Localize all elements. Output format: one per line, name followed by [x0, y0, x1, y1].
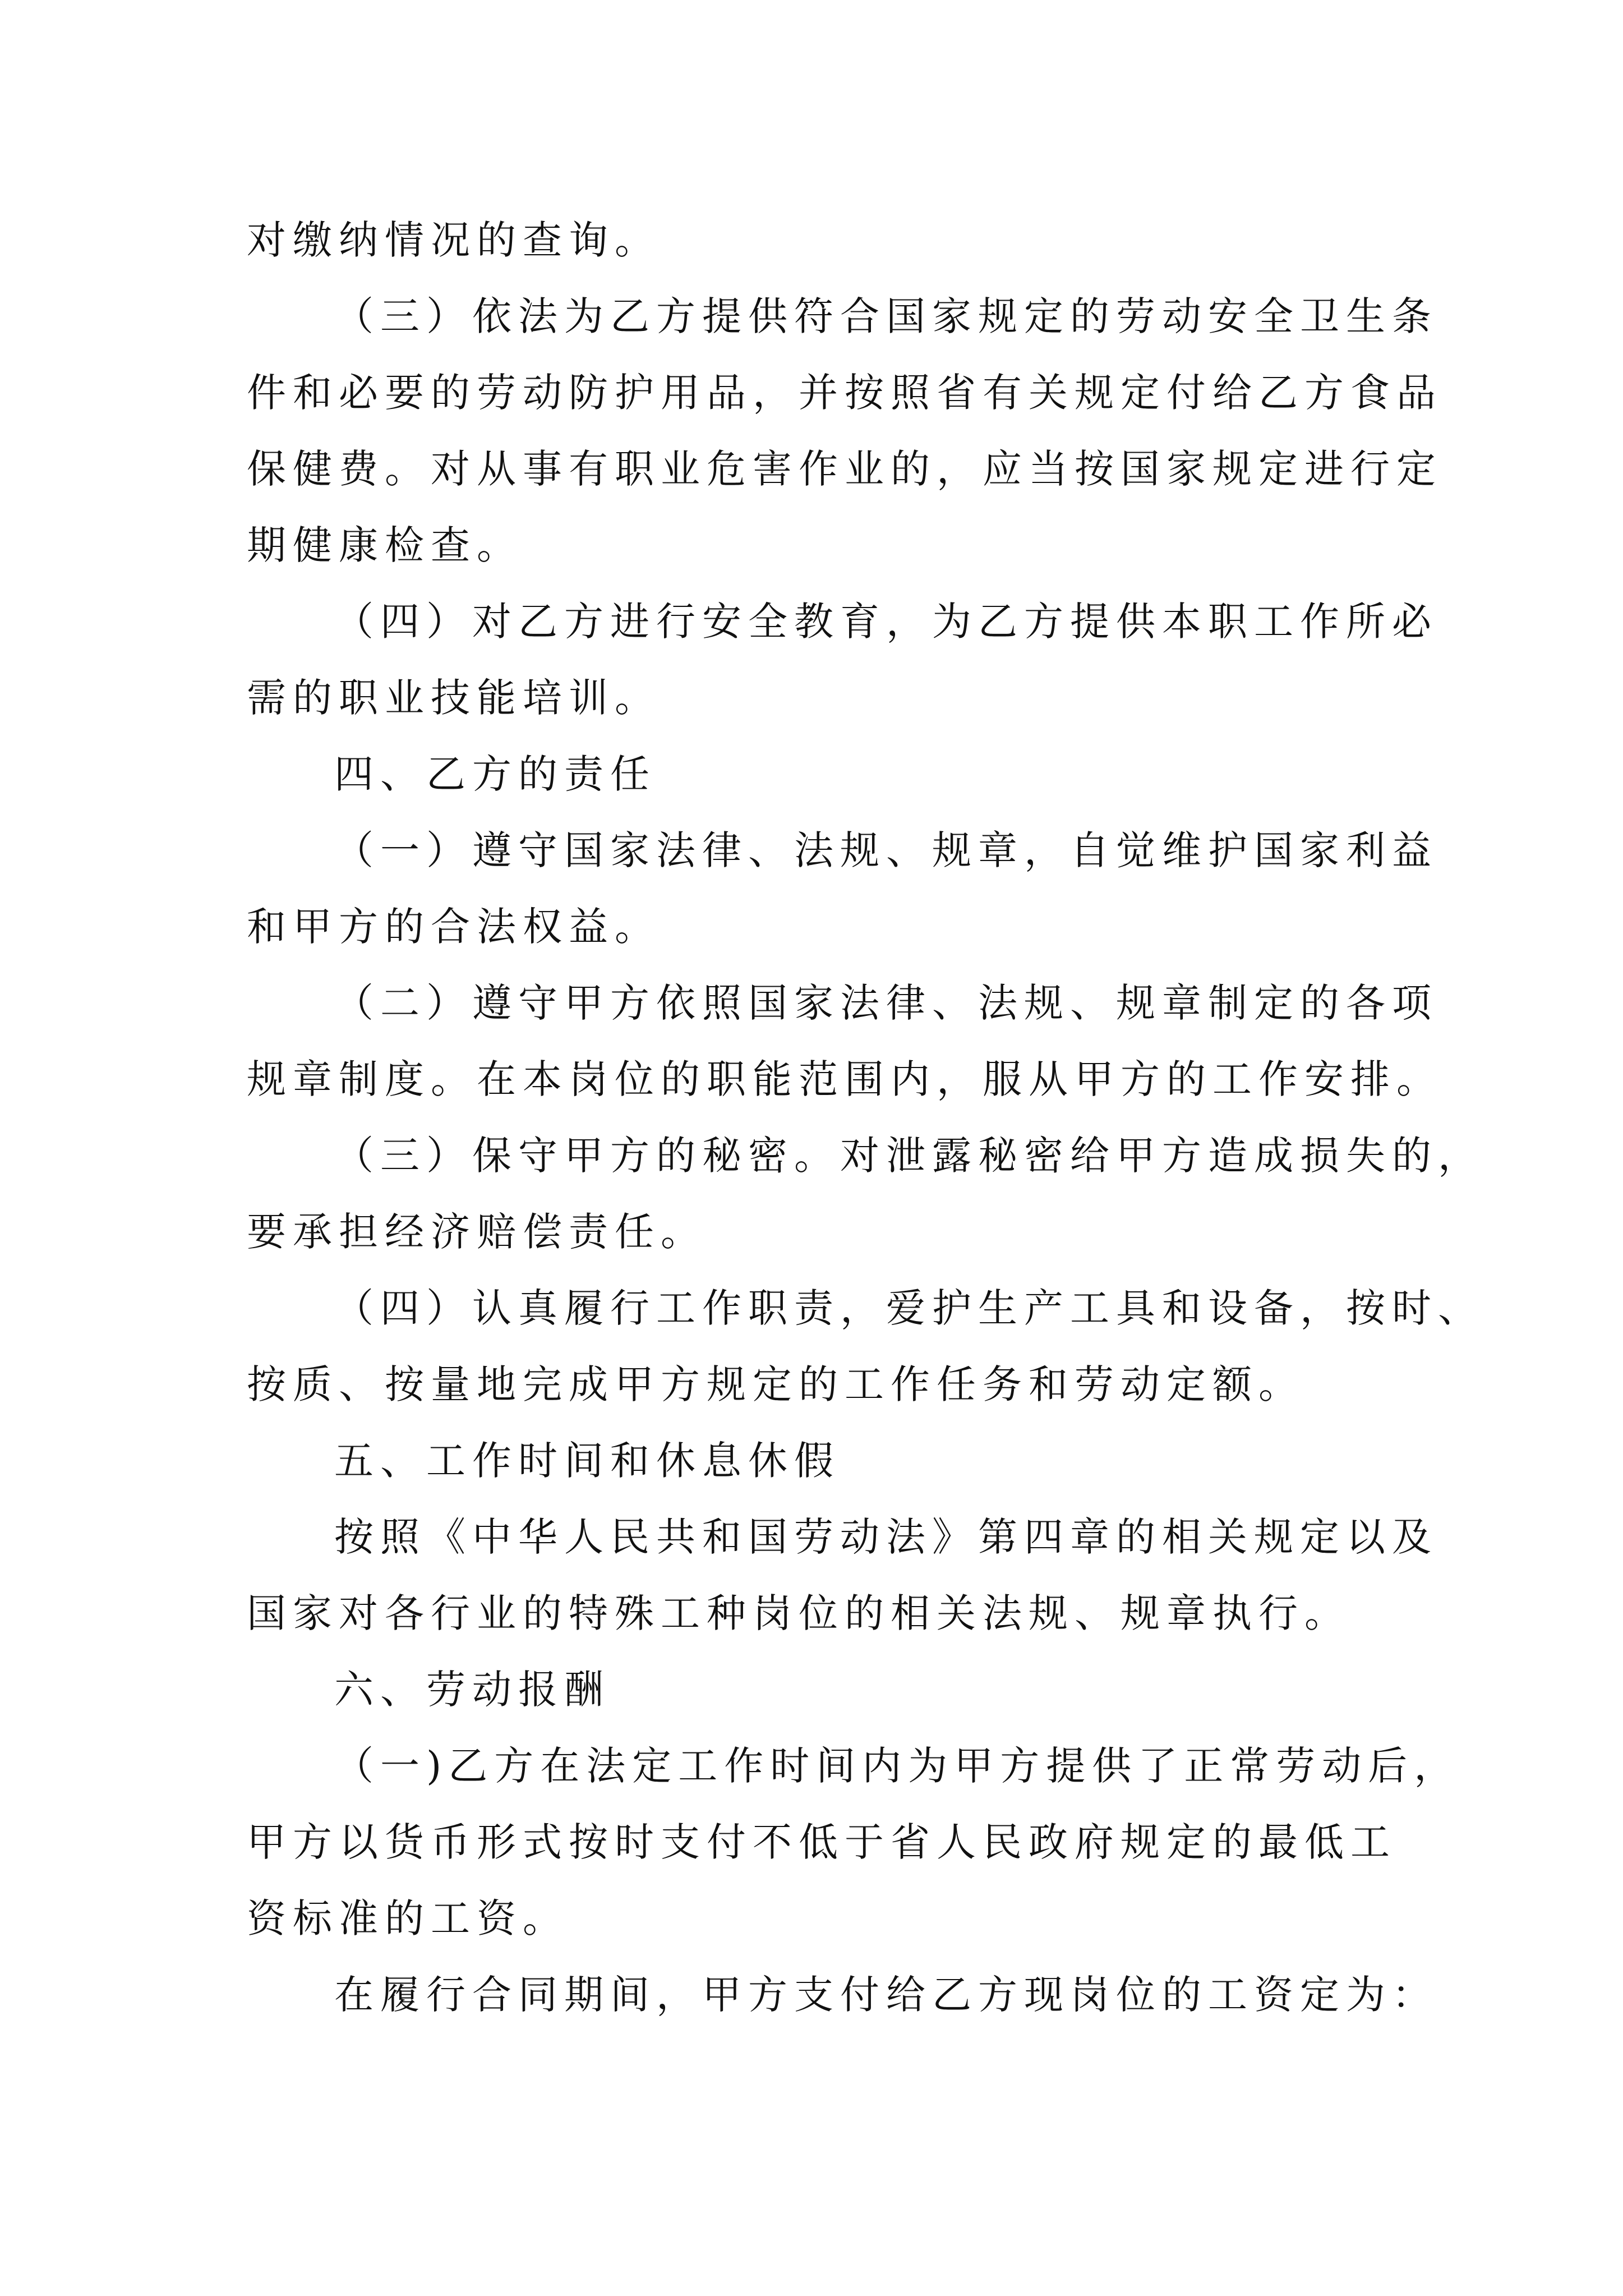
- text-line: （三）保守甲方的秘密。对泄露秘密给甲方造成损失的，: [334, 1133, 1484, 1179]
- text-line: （三）依法为乙方提供符合国家规定的劳动安全卫生条: [334, 293, 1438, 339]
- text-line: 按照《中华人民共和国劳动法》第四章的相关规定以及: [334, 1514, 1438, 1560]
- text-line: 对缴纳情况的查询。: [247, 217, 661, 263]
- text-line: 件和必要的劳动防护用品，并按照省有关规定付给乙方食品: [247, 370, 1442, 416]
- text-line: 保健费。对从事有职业危害作业的，应当按国家规定进行定: [247, 446, 1442, 492]
- text-line: 需的职业技能培训。: [247, 675, 661, 721]
- section-heading: 四、乙方的责任: [334, 751, 656, 797]
- text-line: （一）遵守国家法律、法规、规章，自觉维护国家利益: [334, 827, 1438, 873]
- text-line: （一)乙方在法定工作时间内为甲方提供了正常劳动后，: [334, 1743, 1460, 1789]
- text-line: 在履行合同期间，甲方支付给乙方现岗位的工资定为：: [334, 1972, 1438, 2018]
- text-line: 期健康检查。: [247, 522, 523, 568]
- text-line: （四）认真履行工作职责，爱护生产工具和设备，按时、: [334, 1285, 1484, 1331]
- section-heading: 五、工作时间和休息休假: [334, 1438, 840, 1484]
- section-heading: 六、劳动报酬: [334, 1667, 610, 1713]
- text-line: 甲方以货币形式按时支付不低于省人民政府规定的最低工: [247, 1819, 1396, 1865]
- text-line: 要承担经济赔偿责任。: [247, 1209, 707, 1255]
- text-line: （二）遵守甲方依照国家法律、法规、规章制定的各项: [334, 980, 1438, 1026]
- text-line: 规章制度。在本岗位的职能范围内，服从甲方的工作安排。: [247, 1056, 1442, 1102]
- text-line: 国家对各行业的特殊工种岗位的相关法规、规章执行。: [247, 1590, 1350, 1636]
- text-line: 和甲方的合法权益。: [247, 904, 661, 950]
- text-line: 按质、按量地完成甲方规定的工作任务和劳动定额。: [247, 1361, 1304, 1407]
- text-line: 资标准的工资。: [247, 1895, 569, 1941]
- text-line: （四）对乙方进行安全教育，为乙方提供本职工作所必: [334, 599, 1438, 645]
- contract-body-text: [247, 202, 1484, 2033]
